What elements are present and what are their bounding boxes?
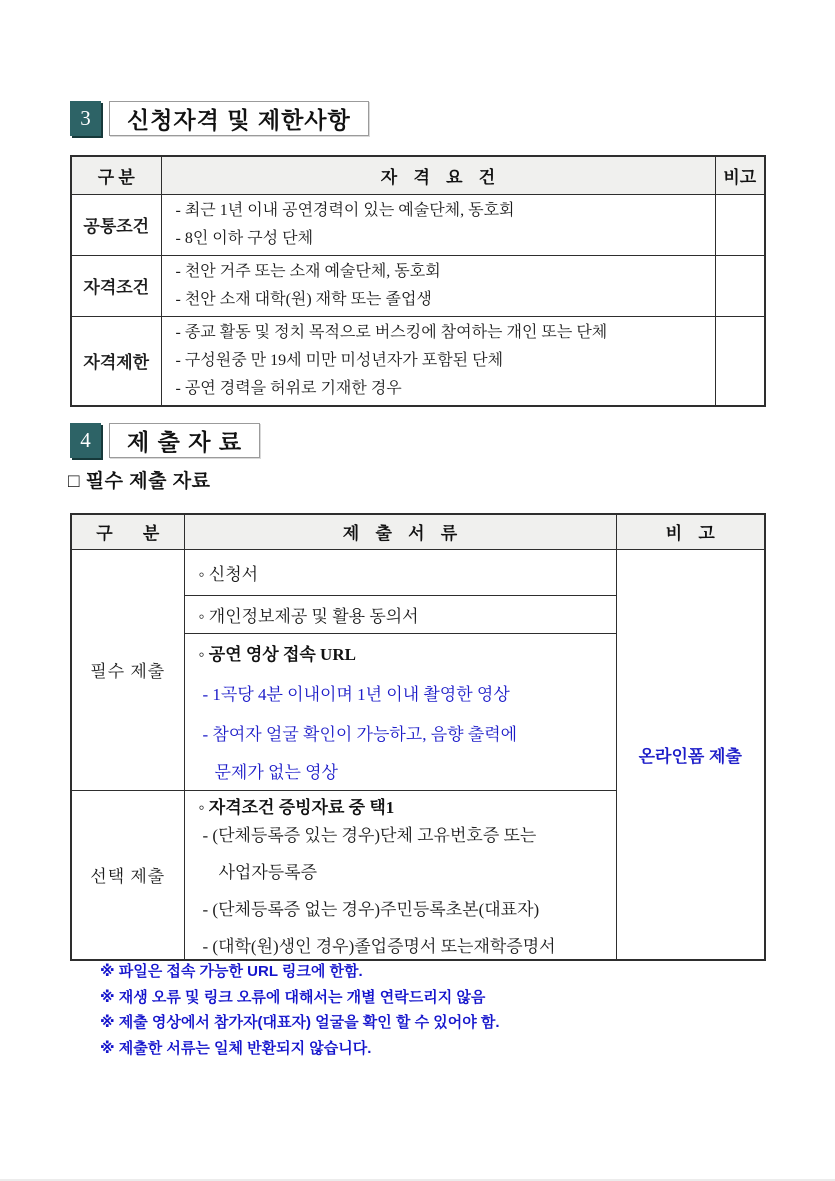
- qualification-table: [70, 155, 766, 407]
- doc-line: ◦ 개인정보제공 및 활용 동의서: [198, 606, 419, 626]
- footnote-line: ※ 제출 영상에서 참가자(대표자) 얼굴을 확인 할 수 있어야 함.: [100, 1014, 500, 1031]
- section3-number-badge: 3: [70, 101, 101, 136]
- doc-line: - (단체등록증 있는 경우)단체 고유번호증 또는: [202, 825, 537, 845]
- table-row: [71, 316, 765, 406]
- qual-item: - 천안 거주 또는 소재 예술단체, 동호회: [175, 262, 441, 280]
- doc-line: ◦ 자격조건 증빙자료 중 택1: [198, 797, 395, 817]
- doc-application-form: [184, 549, 616, 595]
- qual-row3-note: [715, 316, 765, 406]
- section3-header: [70, 101, 369, 136]
- footnote-line: ※ 파일은 접속 가능한 URL 링크에 한함.: [100, 963, 363, 980]
- qual-row2-note: [715, 255, 765, 316]
- required-submit-label: 필수 제출: [71, 549, 184, 790]
- qual-item: - 최근 1년 이내 공연경력이 있는 예술단체, 동호회: [175, 201, 515, 219]
- doc-qualification-proof: [184, 790, 616, 960]
- section4-title: 제 출 자 료: [109, 423, 260, 458]
- qual-item: - 구성원중 만 19세 미만 미성년자가 포함된 단체: [175, 351, 504, 369]
- doc-line: - 참여자 얼굴 확인이 가능하고, 음향 출력에: [202, 725, 518, 744]
- doc-line: 사업자등록증: [218, 862, 318, 882]
- sub-col-documents: 제 출 서 류: [184, 514, 616, 549]
- footnote-line: ※ 재생 오류 및 링크 오류에 대해서는 개별 연락드리지 않음: [100, 988, 486, 1006]
- doc-line: ◦ 신청서: [198, 564, 259, 584]
- section4-number-badge: 4: [70, 423, 101, 458]
- doc-video-url: [184, 633, 616, 790]
- optional-submit-label: 선택 제출: [71, 790, 184, 960]
- qual-item: - 천안 소재 대학(원) 재학 또는 졸업생: [175, 290, 432, 308]
- qual-row2-category: 자격조건: [71, 255, 161, 316]
- qual-col-requirement: 자 격 요 건: [161, 156, 715, 194]
- qual-item: - 공연 경력을 허위로 기재한 경우: [175, 379, 402, 397]
- table-row: [71, 194, 765, 255]
- qual-row1-note: [715, 194, 765, 255]
- qual-row1-items: [161, 194, 715, 255]
- section4-header: [70, 423, 260, 458]
- required-materials-subtitle: □ 필수 제출 자료: [68, 471, 211, 492]
- qual-col-note: 비고: [715, 156, 765, 194]
- online-form-note: 온라인폼 제출: [616, 549, 765, 960]
- submission-table: [70, 513, 766, 961]
- doc-line: - (대학(원)생인 경우)졸업증명서 또는재학증명서: [202, 936, 556, 956]
- qual-col-category: 구 분: [71, 156, 161, 194]
- doc-privacy-consent: [184, 595, 616, 633]
- section3-title: 신청자격 및 제한사항: [109, 101, 369, 136]
- doc-line: - 1곡당 4분 이내이며 1년 이내 촬영한 영상: [202, 685, 510, 704]
- table-row: [71, 255, 765, 316]
- qual-item: - 8인 이하 구성 단체: [175, 229, 314, 247]
- qual-item: - 종교 활동 및 정치 목적으로 버스킹에 참여하는 개인 또는 단체: [175, 323, 608, 341]
- sub-col-category: 구 분: [71, 514, 184, 549]
- footnotes: [100, 959, 500, 1061]
- doc-line: - (단체등록증 없는 경우)주민등록초본(대표자): [202, 899, 540, 919]
- doc-line: 문제가 없는 영상: [214, 763, 338, 782]
- footnote-line: ※ 제출한 서류는 일체 반환되지 않습니다.: [100, 1039, 372, 1057]
- qual-row2-items: [161, 255, 715, 316]
- qual-row3-items: [161, 316, 715, 406]
- qual-row3-category: 자격제한: [71, 316, 161, 406]
- doc-line: ◦ 공연 영상 접속 URL: [198, 645, 356, 664]
- sub-col-note: 비 고: [616, 514, 765, 549]
- table-row: [71, 549, 765, 595]
- qual-row1-category: 공통조건: [71, 194, 161, 255]
